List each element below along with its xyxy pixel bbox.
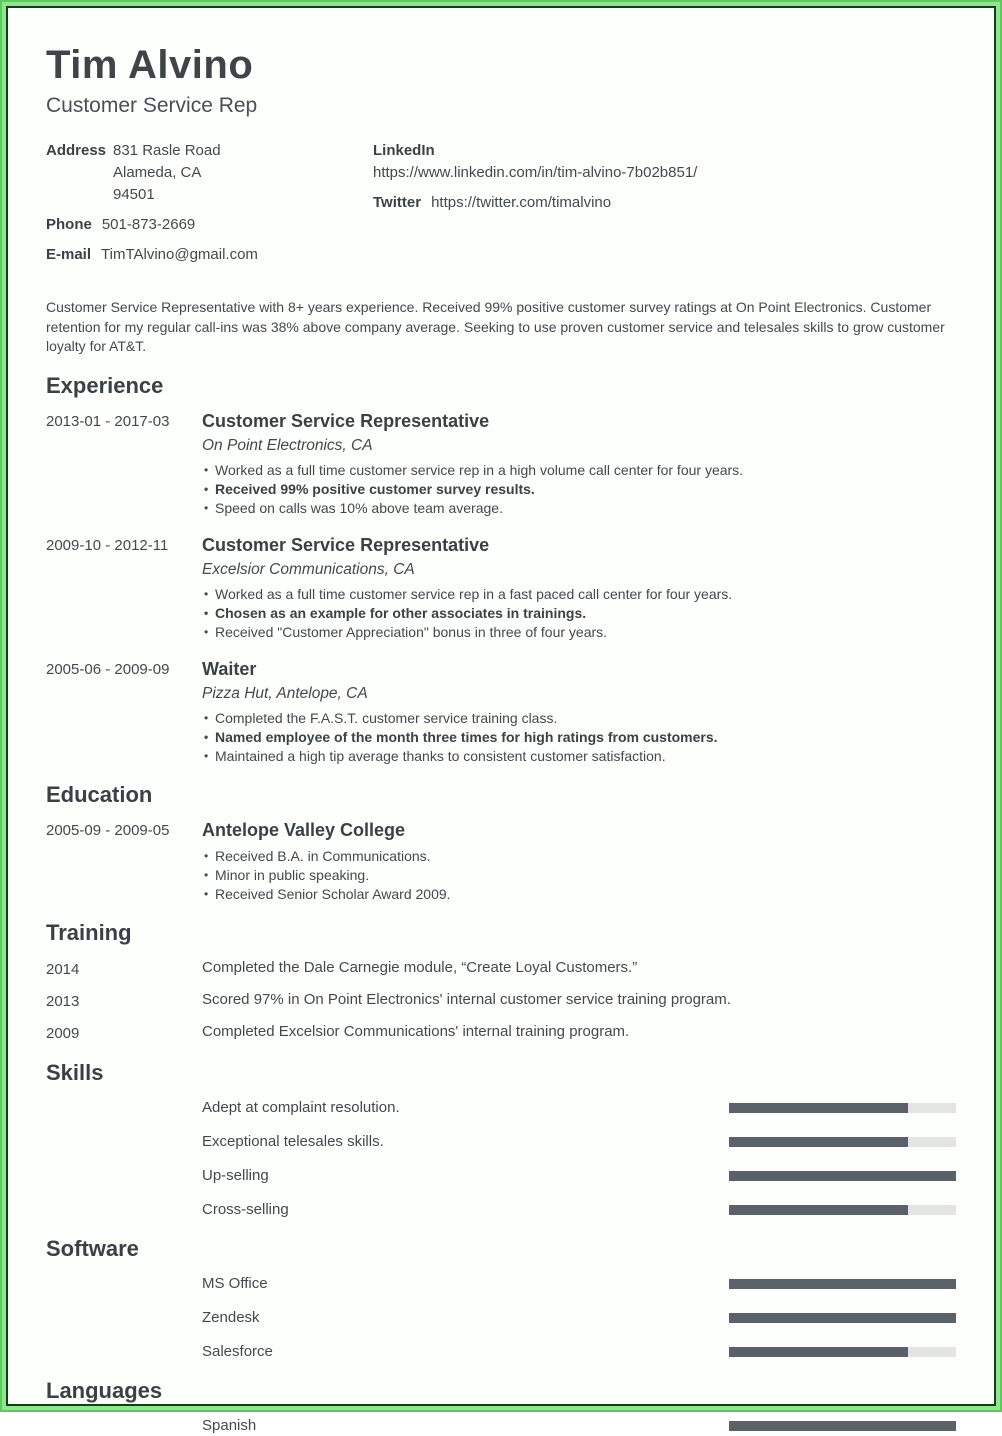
bullet-item: • Worked as a full time customer service rep in a high volume call center for four years. [202, 461, 956, 480]
bullet-item: • Received 99% positive customer survey results. [202, 480, 956, 499]
software-level-fill [729, 1279, 956, 1289]
training-section [46, 921, 956, 1044]
bullet-item: • Chosen as an example for other associates in trainings. [202, 604, 956, 623]
entry-body [202, 411, 956, 518]
training-entry [46, 990, 956, 1012]
software-label: Zendesk [202, 1308, 260, 1326]
education-section [46, 783, 956, 904]
training-heading: Training [46, 919, 132, 945]
language-row [202, 1416, 956, 1436]
skill-row [202, 1132, 956, 1152]
software-level-fill [729, 1347, 908, 1357]
training-year: 2013 [46, 992, 80, 1010]
bullet-item: • Completed the F.A.S.T. customer service training class. [202, 709, 956, 728]
linkedin-label: LinkedIn [373, 142, 435, 159]
training-description: Scored 97% in On Point Electronics' internal customer service training program. [202, 990, 731, 1008]
experience-entry [46, 659, 956, 766]
language-level-fill [729, 1421, 956, 1431]
entry-company: Pizza Hut, Antelope, CA [202, 684, 368, 702]
person-name: Tim Alvino [46, 43, 254, 87]
bullet-list [202, 585, 956, 642]
skill-label: Cross-selling [202, 1200, 289, 1218]
phone-label: Phone [46, 216, 92, 233]
address-line-2: Alameda, CA [113, 164, 202, 181]
skill-level-fill [729, 1103, 908, 1113]
skill-level-bar [729, 1171, 956, 1181]
experience-entry [46, 411, 956, 518]
entry-dates: 2005-09 - 2009-05 [46, 821, 170, 839]
skill-level-bar [729, 1103, 956, 1113]
entry-title: Antelope Valley College [202, 819, 406, 840]
language-level-bar [729, 1421, 956, 1431]
phone-row [46, 214, 373, 236]
training-entry [46, 1022, 956, 1044]
experience-heading: Experience [46, 372, 164, 398]
entry-body [202, 820, 956, 904]
resume-page [6, 6, 996, 1434]
software-level-bar [729, 1347, 956, 1357]
address-row [46, 140, 373, 206]
bullet-list [202, 709, 956, 766]
skills-heading: Skills [46, 1059, 104, 1085]
training-description: Completed the Dale Carnegie module, “Create Loyal Customers.” [202, 958, 638, 976]
bullet-item: • Minor in public speaking. [202, 866, 956, 885]
skill-row [202, 1166, 956, 1186]
languages-section [46, 1379, 956, 1436]
education-entry [46, 820, 956, 904]
experience-entry [46, 535, 956, 642]
software-level-fill [729, 1313, 956, 1323]
software-heading: Software [46, 1235, 139, 1261]
bullet-item: • Received Senior Scholar Award 2009. [202, 885, 956, 904]
skill-label: Exceptional telesales skills. [202, 1132, 384, 1150]
summary-paragraph: Customer Service Representative with 8+ years experience. Received 99% positive customer survey ratings at On Point Electronics. Customer retention for my regular call-ins was 38% above company average. Seeking to use proven customer service and telesales skills to grow customer loyalty for AT&T. [46, 299, 945, 354]
training-year: 2009 [46, 1024, 80, 1042]
skill-row [202, 1200, 956, 1220]
contact-section [46, 140, 956, 274]
software-level-bar [729, 1279, 956, 1289]
bullet-item: • Named employee of the month three times for high ratings from customers. [202, 728, 956, 747]
entry-company: On Point Electronics, CA [202, 436, 373, 454]
contact-left-column [46, 140, 373, 274]
software-level-bar [729, 1313, 956, 1323]
person-job-title: Customer Service Rep [46, 94, 258, 117]
entry-title: Customer Service Representative [202, 534, 490, 555]
bullet-list [202, 847, 956, 904]
skill-level-fill [729, 1205, 908, 1215]
software-row [202, 1308, 956, 1328]
bullet-list [202, 461, 956, 518]
address-line-3: 94501 [113, 186, 155, 203]
skill-level-fill [729, 1171, 956, 1181]
training-description: Completed Excelsior Communications' internal training program. [202, 1022, 630, 1040]
linkedin-url: https://www.linkedin.com/in/tim-alvino-7b02b851/ [373, 164, 698, 181]
email-row [46, 244, 373, 266]
twitter-label: Twitter [373, 194, 422, 211]
bullet-item: • Received B.A. in Communications. [202, 847, 956, 866]
phone-value: 501-873-2669 [101, 216, 196, 233]
email-value: TimTAlvino@gmail.com [101, 246, 258, 263]
entry-dates: 2013-01 - 2017-03 [46, 412, 170, 430]
skill-level-bar [729, 1137, 956, 1147]
address-value [113, 140, 221, 206]
skill-row [202, 1098, 956, 1118]
email-label: E-mail [46, 246, 92, 263]
training-year: 2014 [46, 960, 80, 978]
skill-level-fill [729, 1137, 908, 1147]
bullet-item: • Worked as a full time customer service rep in a fast paced call center for four years. [202, 585, 956, 604]
skill-level-bar [729, 1205, 956, 1215]
languages-heading: Languages [46, 1377, 163, 1403]
education-heading: Education [46, 781, 153, 807]
software-row [202, 1342, 956, 1362]
entry-company: Excelsior Communications, CA [202, 560, 415, 578]
experience-section [46, 374, 956, 766]
skill-label: Up-selling [202, 1166, 269, 1184]
software-label: Salesforce [202, 1342, 273, 1360]
twitter-url: https://twitter.com/timalvino [431, 194, 612, 211]
entry-title: Waiter [202, 658, 257, 679]
skill-label: Adept at complaint resolution. [202, 1098, 400, 1116]
address-label: Address [46, 142, 107, 159]
entry-body [202, 659, 956, 766]
entry-dates: 2005-06 - 2009-09 [46, 660, 170, 678]
bullet-item: • Speed on calls was 10% above team average. [202, 499, 956, 518]
twitter-row [373, 192, 956, 214]
skills-section [46, 1061, 956, 1220]
entry-title: Customer Service Representative [202, 410, 490, 431]
training-entry [46, 958, 956, 980]
software-section [46, 1237, 956, 1362]
linkedin-row [373, 140, 956, 184]
bullet-item: • Received "Customer Appreciation" bonus in three of four years. [202, 623, 956, 642]
entry-body [202, 535, 956, 642]
contact-right-column [373, 140, 956, 274]
bullet-item: • Maintained a high tip average thanks to consistent customer satisfaction. [202, 747, 956, 766]
entry-dates: 2009-10 - 2012-11 [46, 536, 169, 554]
software-row [202, 1274, 956, 1294]
language-label: Spanish [202, 1416, 257, 1434]
software-label: MS Office [202, 1274, 268, 1292]
address-line-1: 831 Rasle Road [113, 142, 221, 159]
